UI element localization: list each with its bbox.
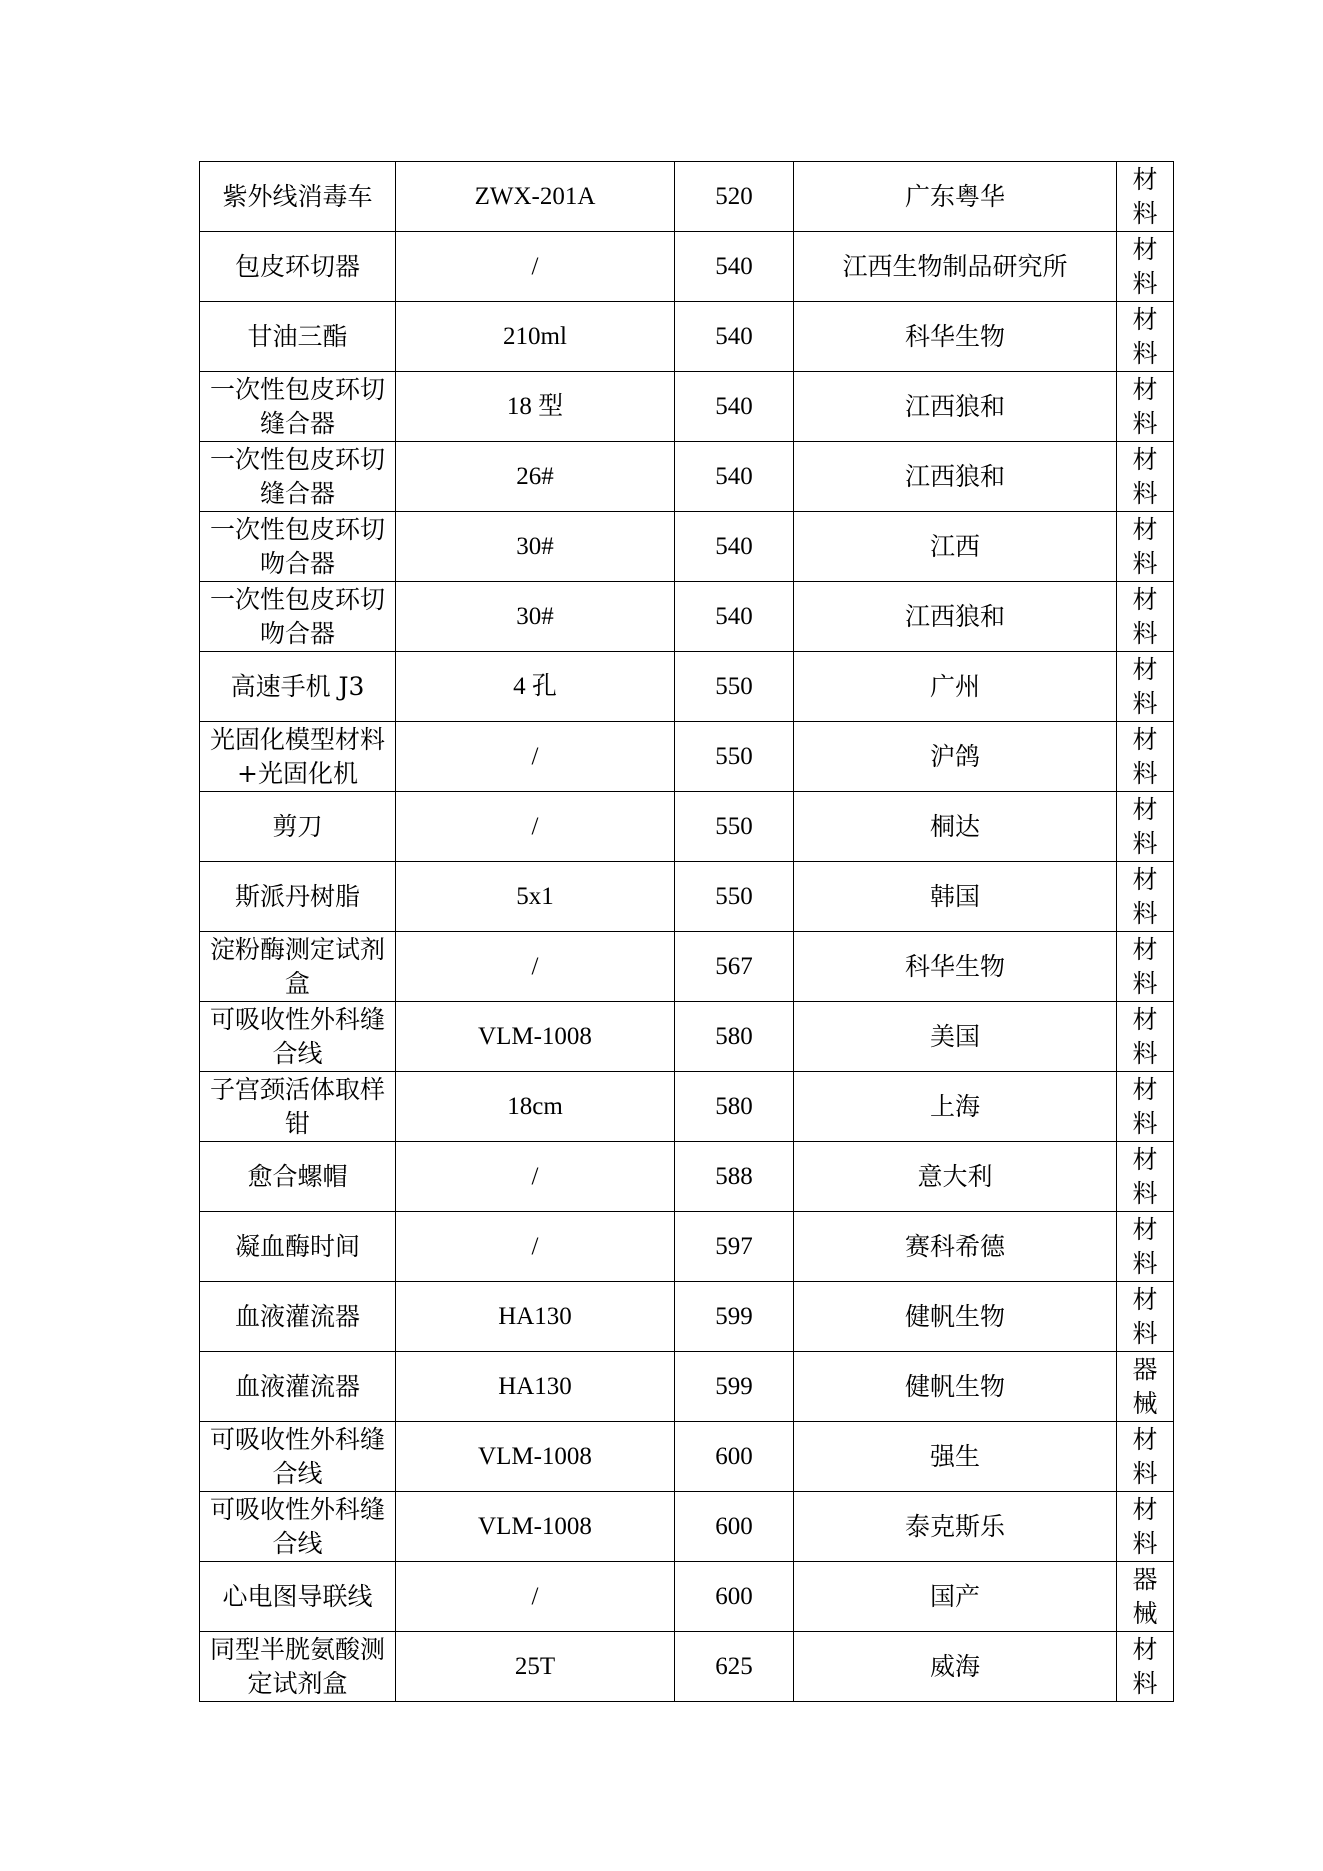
table-row xyxy=(200,722,1174,792)
cell-manufacturer: 江西狼和 xyxy=(794,372,1117,442)
cell-item-name: 光固化模型材料+光固化机 xyxy=(200,722,396,792)
cell-manufacturer: 韩国 xyxy=(794,862,1117,932)
cell-item-name: 斯派丹树脂 xyxy=(200,862,396,932)
cell-manufacturer: 广东粤华 xyxy=(794,162,1117,232)
category-text: 材料 xyxy=(1132,794,1158,858)
cell-category xyxy=(1117,232,1174,302)
cell-category xyxy=(1117,1632,1174,1702)
cell-spec: 18cm xyxy=(396,1072,675,1142)
table-row xyxy=(200,302,1174,372)
cell-spec: 26# xyxy=(396,442,675,512)
category-text: 材料 xyxy=(1132,1214,1158,1278)
cell-price: 550 xyxy=(675,792,794,862)
cell-price: 597 xyxy=(675,1212,794,1282)
cell-spec: ZWX-201A xyxy=(396,162,675,232)
cell-item-name: 一次性包皮环切吻合器 xyxy=(200,582,396,652)
category-text: 材料 xyxy=(1132,1144,1158,1208)
table-body xyxy=(200,162,1174,1702)
cell-price: 600 xyxy=(675,1492,794,1562)
cell-spec: VLM-1008 xyxy=(396,1422,675,1492)
cell-price: 580 xyxy=(675,1002,794,1072)
cell-spec: / xyxy=(396,1142,675,1212)
category-text: 材料 xyxy=(1132,514,1158,578)
category-text: 材料 xyxy=(1132,1494,1158,1558)
cell-spec: 210ml xyxy=(396,302,675,372)
category-text: 材料 xyxy=(1132,304,1158,368)
cell-price: 540 xyxy=(675,442,794,512)
cell-manufacturer: 江西狼和 xyxy=(794,582,1117,652)
cell-item-name: 同型半胱氨酸测定试剂盒 xyxy=(200,1632,396,1702)
category-text: 器械 xyxy=(1132,1354,1158,1418)
table-row xyxy=(200,1422,1174,1492)
cell-item-name: 可吸收性外科缝合线 xyxy=(200,1422,396,1492)
table-row xyxy=(200,1282,1174,1352)
category-text: 材料 xyxy=(1132,584,1158,648)
cell-price: 600 xyxy=(675,1562,794,1632)
cell-item-name: 紫外线消毒车 xyxy=(200,162,396,232)
table-row xyxy=(200,1562,1174,1632)
cell-spec: HA130 xyxy=(396,1352,675,1422)
cell-manufacturer: 科华生物 xyxy=(794,302,1117,372)
equipment-price-table xyxy=(199,161,1174,1702)
table-row xyxy=(200,442,1174,512)
cell-price: 540 xyxy=(675,372,794,442)
cell-category xyxy=(1117,1002,1174,1072)
cell-price: 540 xyxy=(675,232,794,302)
table-row xyxy=(200,1212,1174,1282)
table-row xyxy=(200,232,1174,302)
category-text: 材料 xyxy=(1132,234,1158,298)
table-row xyxy=(200,162,1174,232)
cell-item-name: 血液灌流器 xyxy=(200,1352,396,1422)
table-row xyxy=(200,372,1174,442)
cell-spec: VLM-1008 xyxy=(396,1002,675,1072)
cell-item-name: 可吸收性外科缝合线 xyxy=(200,1002,396,1072)
cell-category xyxy=(1117,582,1174,652)
table-row xyxy=(200,582,1174,652)
category-text: 材料 xyxy=(1132,444,1158,508)
cell-manufacturer: 威海 xyxy=(794,1632,1117,1702)
cell-item-name: 甘油三酯 xyxy=(200,302,396,372)
cell-category xyxy=(1117,512,1174,582)
cell-category xyxy=(1117,862,1174,932)
cell-category xyxy=(1117,792,1174,862)
category-text: 材料 xyxy=(1132,864,1158,928)
cell-spec: / xyxy=(396,1562,675,1632)
cell-item-name: 剪刀 xyxy=(200,792,396,862)
cell-item-name: 高速手机 J3 xyxy=(200,652,396,722)
cell-spec: / xyxy=(396,722,675,792)
table-row xyxy=(200,1072,1174,1142)
cell-price: 625 xyxy=(675,1632,794,1702)
cell-category xyxy=(1117,1422,1174,1492)
cell-manufacturer: 健帆生物 xyxy=(794,1282,1117,1352)
category-text: 材料 xyxy=(1132,1424,1158,1488)
cell-manufacturer: 强生 xyxy=(794,1422,1117,1492)
category-text: 材料 xyxy=(1132,654,1158,718)
table-row xyxy=(200,512,1174,582)
cell-price: 540 xyxy=(675,582,794,652)
cell-manufacturer: 江西 xyxy=(794,512,1117,582)
cell-item-name: 一次性包皮环切缝合器 xyxy=(200,372,396,442)
cell-spec: HA130 xyxy=(396,1282,675,1352)
cell-category xyxy=(1117,162,1174,232)
cell-item-name: 凝血酶时间 xyxy=(200,1212,396,1282)
cell-spec: 30# xyxy=(396,582,675,652)
cell-category xyxy=(1117,372,1174,442)
cell-item-name: 淀粉酶测定试剂盒 xyxy=(200,932,396,1002)
cell-item-name: 一次性包皮环切吻合器 xyxy=(200,512,396,582)
cell-category xyxy=(1117,1562,1174,1632)
cell-price: 520 xyxy=(675,162,794,232)
cell-price: 550 xyxy=(675,652,794,722)
cell-price: 580 xyxy=(675,1072,794,1142)
cell-spec: 5x1 xyxy=(396,862,675,932)
cell-item-name: 心电图导联线 xyxy=(200,1562,396,1632)
cell-spec: VLM-1008 xyxy=(396,1492,675,1562)
cell-category xyxy=(1117,652,1174,722)
cell-category xyxy=(1117,442,1174,512)
table-row xyxy=(200,792,1174,862)
cell-manufacturer: 江西狼和 xyxy=(794,442,1117,512)
category-text: 材料 xyxy=(1132,1004,1158,1068)
category-text: 材料 xyxy=(1132,724,1158,788)
cell-spec: / xyxy=(396,792,675,862)
table-row xyxy=(200,1492,1174,1562)
category-text: 器械 xyxy=(1132,1564,1158,1628)
cell-manufacturer: 国产 xyxy=(794,1562,1117,1632)
cell-spec: / xyxy=(396,232,675,302)
category-text: 材料 xyxy=(1132,1634,1158,1698)
cell-price: 550 xyxy=(675,862,794,932)
table-row xyxy=(200,1142,1174,1212)
cell-item-name: 愈合螺帽 xyxy=(200,1142,396,1212)
cell-manufacturer: 桐达 xyxy=(794,792,1117,862)
category-text: 材料 xyxy=(1132,164,1158,228)
cell-price: 600 xyxy=(675,1422,794,1492)
cell-spec: 30# xyxy=(396,512,675,582)
category-text: 材料 xyxy=(1132,934,1158,998)
cell-spec: 25T xyxy=(396,1632,675,1702)
cell-item-name: 包皮环切器 xyxy=(200,232,396,302)
cell-manufacturer: 科华生物 xyxy=(794,932,1117,1002)
cell-spec: / xyxy=(396,932,675,1002)
cell-manufacturer: 沪鸽 xyxy=(794,722,1117,792)
cell-category xyxy=(1117,1072,1174,1142)
cell-price: 599 xyxy=(675,1282,794,1352)
cell-category xyxy=(1117,1352,1174,1422)
cell-price: 550 xyxy=(675,722,794,792)
cell-category xyxy=(1117,1282,1174,1352)
cell-price: 540 xyxy=(675,512,794,582)
cell-spec: 4 孔 xyxy=(396,652,675,722)
cell-category xyxy=(1117,932,1174,1002)
category-text: 材料 xyxy=(1132,1074,1158,1138)
category-text: 材料 xyxy=(1132,374,1158,438)
cell-price: 567 xyxy=(675,932,794,1002)
cell-manufacturer: 上海 xyxy=(794,1072,1117,1142)
table-row xyxy=(200,1632,1174,1702)
cell-category xyxy=(1117,302,1174,372)
cell-category xyxy=(1117,722,1174,792)
cell-spec: 18 型 xyxy=(396,372,675,442)
cell-manufacturer: 泰克斯乐 xyxy=(794,1492,1117,1562)
cell-manufacturer: 意大利 xyxy=(794,1142,1117,1212)
cell-price: 599 xyxy=(675,1352,794,1422)
category-text: 材料 xyxy=(1132,1284,1158,1348)
cell-price: 540 xyxy=(675,302,794,372)
cell-item-name: 子宫颈活体取样钳 xyxy=(200,1072,396,1142)
cell-category xyxy=(1117,1492,1174,1562)
cell-manufacturer: 美国 xyxy=(794,1002,1117,1072)
cell-item-name: 一次性包皮环切缝合器 xyxy=(200,442,396,512)
cell-item-name: 血液灌流器 xyxy=(200,1282,396,1352)
cell-spec: / xyxy=(396,1212,675,1282)
cell-manufacturer: 江西生物制品研究所 xyxy=(794,232,1117,302)
table-row xyxy=(200,932,1174,1002)
table-row xyxy=(200,862,1174,932)
cell-item-name: 可吸收性外科缝合线 xyxy=(200,1492,396,1562)
table-row xyxy=(200,1002,1174,1072)
cell-category xyxy=(1117,1142,1174,1212)
table-row xyxy=(200,1352,1174,1422)
cell-manufacturer: 健帆生物 xyxy=(794,1352,1117,1422)
cell-price: 588 xyxy=(675,1142,794,1212)
cell-category xyxy=(1117,1212,1174,1282)
cell-manufacturer: 赛科希德 xyxy=(794,1212,1117,1282)
cell-manufacturer: 广州 xyxy=(794,652,1117,722)
table-row xyxy=(200,652,1174,722)
